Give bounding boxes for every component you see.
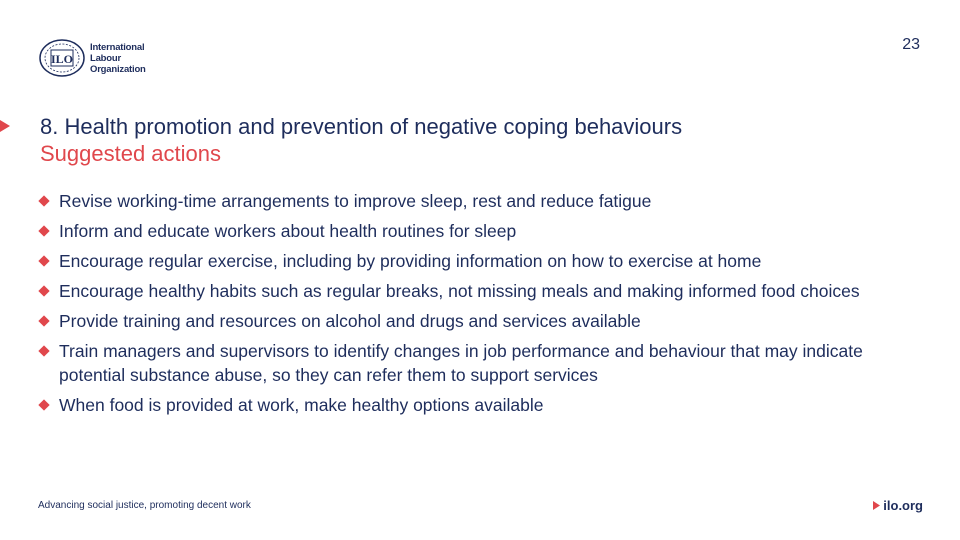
page-title: 8. Health promotion and prevention of negative coping behaviours	[40, 114, 683, 139]
footer-tagline: Advancing social justice, promoting decent work	[38, 500, 251, 511]
page-subtitle: Suggested actions	[40, 141, 222, 166]
bullet-item	[38, 279, 918, 303]
page-number: 23	[902, 36, 920, 53]
logo-line-2: Labour	[90, 52, 121, 64]
diamond-bullet-icon	[38, 399, 49, 410]
bullet-text: Encourage healthy habits such as regular breaks, not missing meals and making informed food choices	[59, 281, 860, 301]
bullet-text: Provide training and resources on alcohol and drugs and services available	[59, 311, 641, 331]
diamond-bullet-icon	[38, 225, 49, 236]
diamond-bullet-icon	[38, 345, 49, 356]
bullet-text: Train managers and supervisors to identify changes in job performance and behaviour that may indicate potential substance abuse, so they can refer them to support services	[59, 341, 863, 385]
diamond-bullet-icon	[38, 285, 49, 296]
bullet-text: Inform and educate workers about health routines for sleep	[59, 221, 517, 241]
bullet-item	[38, 393, 918, 417]
bullet-text: When food is provided at work, make healthy options available	[59, 395, 544, 415]
side-marker-icon	[0, 120, 10, 132]
diamond-bullet-icon	[38, 195, 49, 206]
bullet-item	[38, 339, 918, 387]
diamond-bullet-icon	[38, 255, 49, 266]
diamond-bullet-icon	[38, 315, 49, 326]
bullet-item	[38, 249, 918, 273]
ilo-emblem-icon	[38, 38, 86, 78]
logo-line-3: Organization	[90, 63, 146, 75]
bullet-item	[38, 189, 918, 213]
ilo-website-link[interactable]	[873, 498, 923, 513]
play-arrow-icon	[873, 501, 880, 510]
ilo-logo	[38, 38, 146, 78]
bullet-item	[38, 219, 918, 243]
bullet-item	[38, 309, 918, 333]
bullet-list	[38, 189, 918, 423]
svg-text:ILO: ILO	[50, 52, 74, 66]
bullet-text: Revise working-time arrangements to improve sleep, rest and reduce fatigue	[59, 191, 652, 211]
bullet-text: Encourage regular exercise, including by providing information on how to exercise at home	[59, 251, 762, 271]
logo-line-1: International	[90, 41, 145, 53]
ilo-website-link-label: ilo.org	[883, 498, 923, 513]
logo-text	[90, 42, 146, 75]
